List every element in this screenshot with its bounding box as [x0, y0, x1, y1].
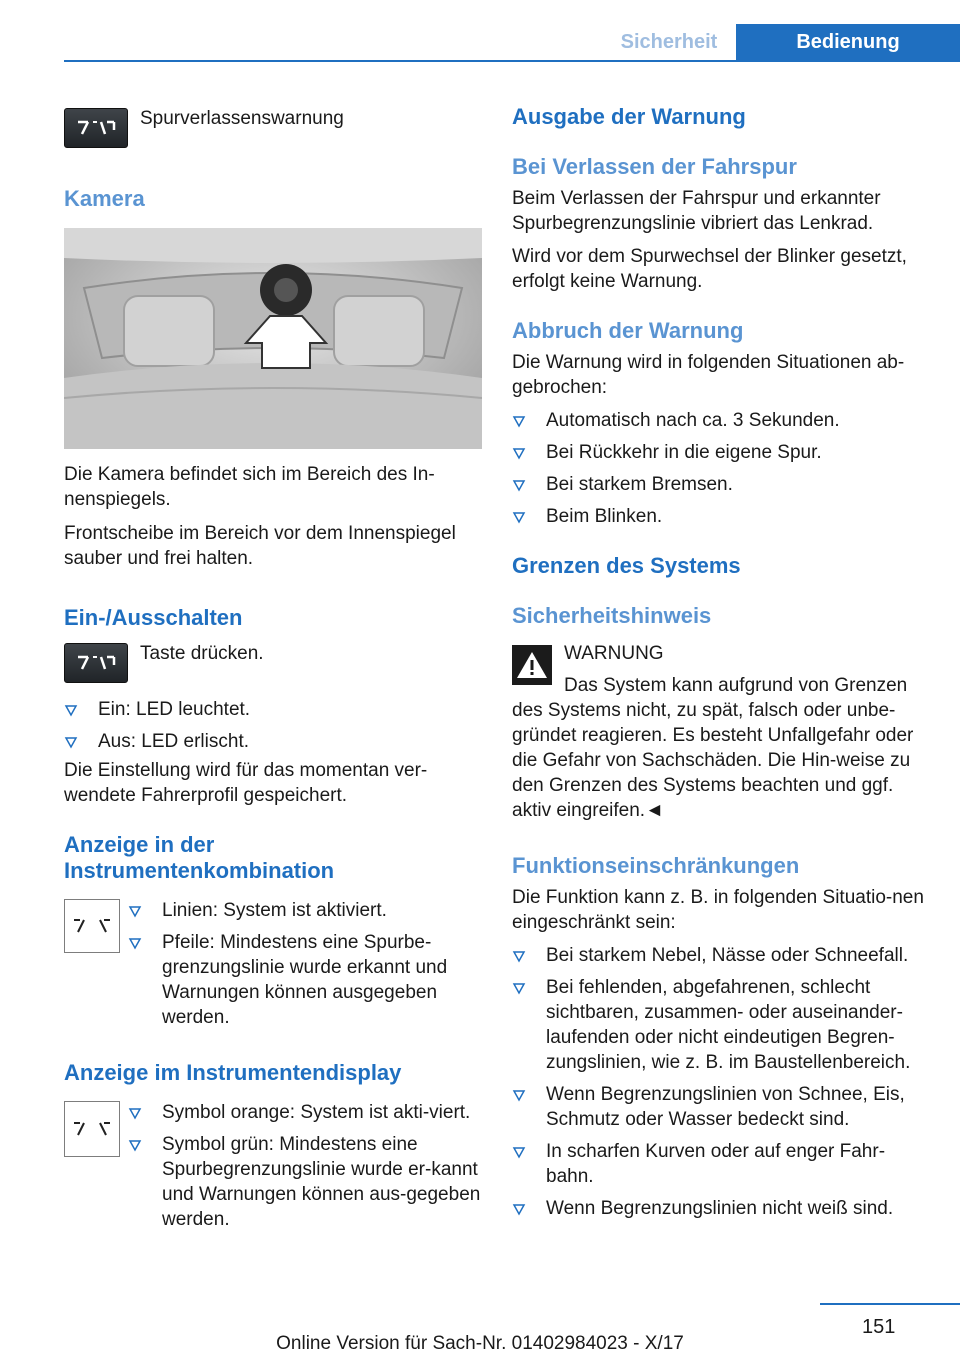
triangle-bullet-icon: [512, 409, 526, 433]
display-list: [128, 1100, 482, 1232]
footer-rule: [820, 1303, 960, 1305]
abort-paragraph: Die Warnung wird in folgenden Situationen ab-gebrochen:: [512, 352, 905, 398]
onoff-instruction: Taste drücken.: [140, 643, 264, 664]
list-item: Beim Blinken.: [512, 504, 932, 529]
abort-list: [512, 408, 932, 529]
list-item: Linien: System ist aktiviert.: [128, 898, 482, 923]
camera-location-image: [64, 228, 482, 449]
onoff-note: Die Einstellung wird für das momentan ver-wendete Fahrerprofil gespeichert.: [64, 760, 428, 806]
safety-heading: Sicherheitshinweis: [512, 603, 712, 628]
display-heading: Anzeige im Instrumentendisplay: [64, 1060, 402, 1085]
list-item: Wenn Begrenzungslinien von Schnee, Eis, Schmutz oder Wasser bedeckt sind.: [512, 1082, 932, 1132]
icon-caption: Spurverlassenswarnung: [140, 108, 344, 129]
list-item: Bei Rückkehr in die eigene Spur.: [512, 440, 932, 465]
lane-lines-display-icon: [64, 1101, 120, 1157]
display-row: [64, 1100, 482, 1232]
triangle-bullet-icon: [128, 931, 142, 955]
triangle-bullet-icon: [512, 441, 526, 465]
left-column: [64, 96, 482, 1239]
triangle-bullet-icon: [128, 1133, 142, 1157]
leave-lane-paragraph-1: Beim Verlassen der Fahrspur und erkannter Spurbegrenzungslinie vibriert das Lenkrad.: [512, 188, 881, 234]
triangle-bullet-icon: [128, 1101, 142, 1125]
list-item: Bei fehlenden, abgefahrenen, schlecht sichtbaren, zusammen- oder auseinander-laufenden oder nicht eindeutigen Begren-zungslinien, wie z. B. im Baustellenbereich.: [512, 975, 932, 1075]
triangle-bullet-icon: [512, 944, 526, 968]
triangle-bullet-icon: [512, 976, 526, 1000]
list-item: Symbol grün: Mindestens eine Spurbegrenzungslinie wurde er-kannt und Warnungen können aus-gegeben werden.: [128, 1132, 482, 1232]
restrictions-paragraph: Die Funktion kann z. B. in folgenden Situatio-nen eingeschränkt sein:: [512, 887, 924, 933]
warning-output-heading: Ausgabe der Warnung: [512, 104, 746, 129]
warning-text: des Systems nicht, zu spät, falsch oder unbe-gründet reagieren. Es besteht Unfallgefahr oder die Gefahr von Sachschäden. Die Hin-weise zu den Grenzen des Systems beachten und ggf. aktiv eingreifen.◄: [512, 700, 914, 821]
warning-triangle-icon: [512, 645, 552, 685]
list-item: Aus: LED erlischt.: [64, 729, 482, 754]
restrictions-list: [512, 943, 932, 1221]
list-item: Pfeile: Mindestens eine Spurbe-grenzungslinie wurde erkannt und Warnungen können ausgegeben werden.: [128, 930, 482, 1030]
tab-bedienung[interactable]: Bedienung: [736, 24, 960, 60]
tab-sicherheit[interactable]: Sicherheit: [604, 24, 734, 60]
triangle-bullet-icon: [512, 1140, 526, 1164]
camera-paragraph-1: Die Kamera befindet sich im Bereich des In-nenspiegels.: [64, 464, 435, 510]
restrictions-heading: Funktionseinschränkungen: [512, 853, 800, 878]
triangle-bullet-icon: [512, 1197, 526, 1221]
list-item: In scharfen Kurven oder auf enger Fahr-bahn.: [512, 1139, 932, 1189]
list-item: Ein: LED leuchtet.: [64, 697, 482, 722]
onoff-heading: Ein-/Ausschalten: [64, 605, 243, 630]
list-item: Bei starkem Bremsen.: [512, 472, 932, 497]
triangle-bullet-icon: [128, 899, 142, 923]
list-item: Symbol orange: System ist akti-viert.: [128, 1100, 482, 1125]
cluster-row: [64, 898, 482, 1030]
warning-text-first-line: Das System kann aufgrund von Grenzen: [564, 675, 908, 696]
lane-warning-button-row: [64, 106, 482, 150]
leave-lane-paragraph-2: Wird vor dem Spurwechsel der Blinker gesetzt, erfolgt keine Warnung.: [512, 246, 907, 292]
warning-block: [512, 641, 932, 823]
triangle-bullet-icon: [64, 730, 78, 754]
list-item: Bei starkem Nebel, Nässe oder Schneefall.: [512, 943, 932, 968]
online-version-note: Online Version für Sach-Nr. 01402984023 - X/17: [276, 1333, 684, 1354]
lane-departure-button-icon: [64, 643, 128, 683]
camera-paragraph-2: Frontscheibe im Bereich vor dem Innenspiegel sauber und frei halten.: [64, 523, 456, 569]
leave-lane-heading: Bei Verlassen der Fahrspur: [512, 154, 797, 179]
list-item: Wenn Begrenzungslinien nicht weiß sind.: [512, 1196, 932, 1221]
header-rule: [64, 60, 960, 62]
camera-heading: Kamera: [64, 186, 145, 211]
page-number: 151: [862, 1316, 896, 1338]
onoff-list: [64, 697, 482, 754]
lane-lines-display-icon: [64, 899, 120, 953]
onoff-button-row: [64, 641, 482, 685]
right-column: [512, 96, 932, 1228]
abort-heading: Abbruch der Warnung: [512, 318, 744, 343]
cluster-heading: Anzeige in der Instrumentenkombination: [64, 832, 335, 883]
warning-label: WARNUNG: [564, 643, 664, 664]
lane-departure-button-icon: [64, 108, 128, 148]
cluster-list: [128, 898, 482, 1030]
triangle-bullet-icon: [512, 505, 526, 529]
triangle-bullet-icon: [512, 1083, 526, 1107]
list-item: Automatisch nach ca. 3 Sekunden.: [512, 408, 932, 433]
limits-heading: Grenzen des Systems: [512, 553, 741, 578]
triangle-bullet-icon: [64, 698, 78, 722]
triangle-bullet-icon: [512, 473, 526, 497]
